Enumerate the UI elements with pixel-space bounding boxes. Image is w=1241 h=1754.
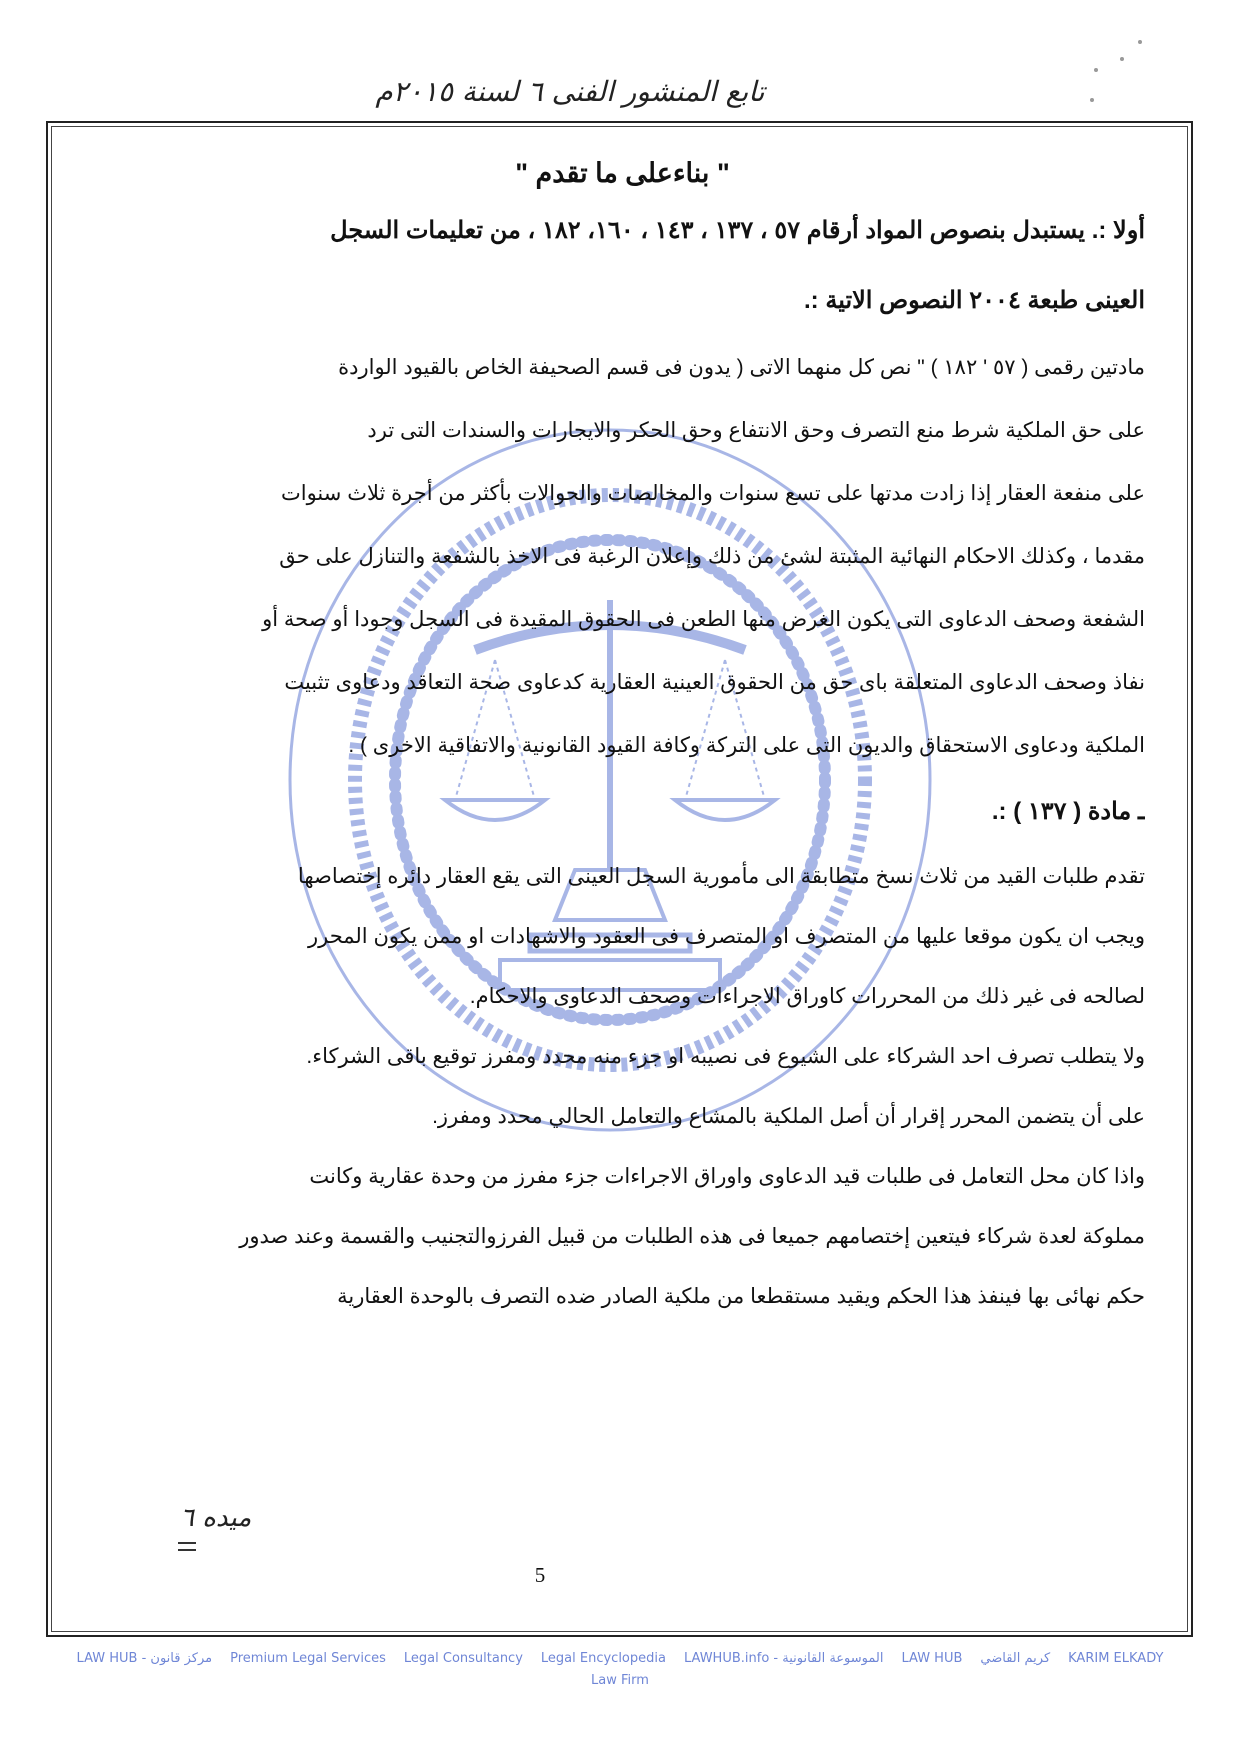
seal-left-text: Legal Consultancy (403, 1651, 523, 1666)
seal-banner-text: LAW HUB (901, 1651, 963, 1666)
article-137-text (100, 847, 1145, 1327)
articles-57-182-text (100, 336, 1145, 777)
text-line: لصالحه فى غير ذلك من المحررات كاوراق الاجراءات وصحف الدعاوى والاحكام. (469, 985, 1145, 1008)
text-line: الشفعة وصحف الدعاوى التى يكون الغرض منها الطعن فى الحقوق المقيدة فى السجل وجودا أو صحة أو (262, 608, 1145, 631)
text-line: مملوكة لعدة شركاء فيتعين إختصامهم جميعا فى هذه الطلبات من قبيل الفرزوالتجنيب والقسمة وعند صدور (239, 1225, 1145, 1248)
article-137-heading: ـ مادة ( ١٣٧ ) :. (991, 798, 1145, 825)
seal-bottom-text: LAWHUB.info - الموسوعة القانونية (683, 1651, 884, 1666)
text-line: تقدم طلبات القيد من ثلاث نسخ متطابقة الى مأمورية السجل العينى التى يقع العقار دائره إختصاصها (297, 865, 1145, 888)
seal-firm-text: Law Firm (591, 1673, 649, 1688)
document-title: " بناءعلى ما تقدم " (515, 158, 730, 188)
text-line: ويجب ان يكون موقعا عليها من المتصرف او المتصرف فى العقود والاشهادات او ممن يكون المحرر (307, 925, 1145, 948)
document-body (100, 150, 1145, 1327)
intro-line: العينى طبعة ٢٠٠٤ النصوص الاتية :. (804, 287, 1145, 314)
scan-noise (1090, 30, 1190, 110)
signature-mark (178, 1542, 196, 1551)
text-line: على منفعة العقار إذا زادت مدتها على تسع سنوات والمخالصات والحوالات بأكثر من أجرة ثلاث سنوات (280, 482, 1145, 505)
text-line: الملكية ودعاوى الاستحقاق والديون التى على التركة وكافة القيود القانونية والاتفاقية الاخرى ) . (348, 734, 1145, 757)
seal-right-text: Legal Encyclopedia (540, 1651, 666, 1666)
text-line: حكم نهائى بها فينفذ هذا الحكم ويقيد مستقطعا من ملكية الصادر ضده التصرف بالوحدة العقارية (337, 1285, 1145, 1308)
text-line: على أن يتضمن المحرر إقرار أن أصل الملكية بالمشاع والتعامل الحالي محدد ومفرز. (432, 1105, 1145, 1128)
text-line: نفاذ وصحف الدعاوى المتعلقة باى حق من الحقوق العينية العقارية كدعاوى صحة التعاقد ودعاوى تثبيت (284, 671, 1145, 694)
text-line: على حق الملكية شرط منع التصرف وحق الانتفاع وحق الحكر والايجارات والسندات التى ترد (367, 419, 1145, 442)
seal-name-arabic: كريم القاضي (980, 1651, 1051, 1666)
handwritten-header-note: تابع المنشور الفنى ٦ لسنة ٢٠١٥م (375, 75, 765, 108)
handwritten-signature: ميده ٦ (180, 1503, 252, 1533)
seal-name-english: KARIM ELKADY (1068, 1651, 1164, 1666)
text-line: واذا كان محل التعامل فى طلبات قيد الدعاوى واوراق الاجراءات جزء مفرز من وحدة عقارية وكانت (309, 1165, 1145, 1188)
intro-line: أولا :. يستبدل بنصوص المواد أرقام ٥٧ ، ١٣٧ ، ١٤٣ ، ١٦٠، ١٨٢ ، من تعليمات السجل (330, 217, 1145, 244)
seal-lettering (60, 1650, 1180, 1690)
page-number: 5 (534, 1563, 546, 1587)
intro-paragraph (100, 196, 1145, 336)
seal-inner-text: Premium Legal Services (230, 1651, 386, 1666)
seal-top-text: LAW HUB - مركز قانون (76, 1651, 213, 1666)
text-line: مادتين رقمى ( ٥٧ ' ١٨٢ ) " نص كل منهما الاتى ( يدون فى قسم الصحيفة الخاص بالقيود الواردة (338, 356, 1145, 379)
text-line: ولا يتطلب تصرف احد الشركاء على الشيوع فى نصيبه او جزء منه محدد ومفرز توقيع باقى الشركاء. (306, 1045, 1145, 1068)
text-line: مقدما ، وكذلك الاحكام النهائية المثبتة لشئ من ذلك وإعلان الرغبة فى الاخذ بالشفعة والتنازل على حق (279, 545, 1145, 568)
